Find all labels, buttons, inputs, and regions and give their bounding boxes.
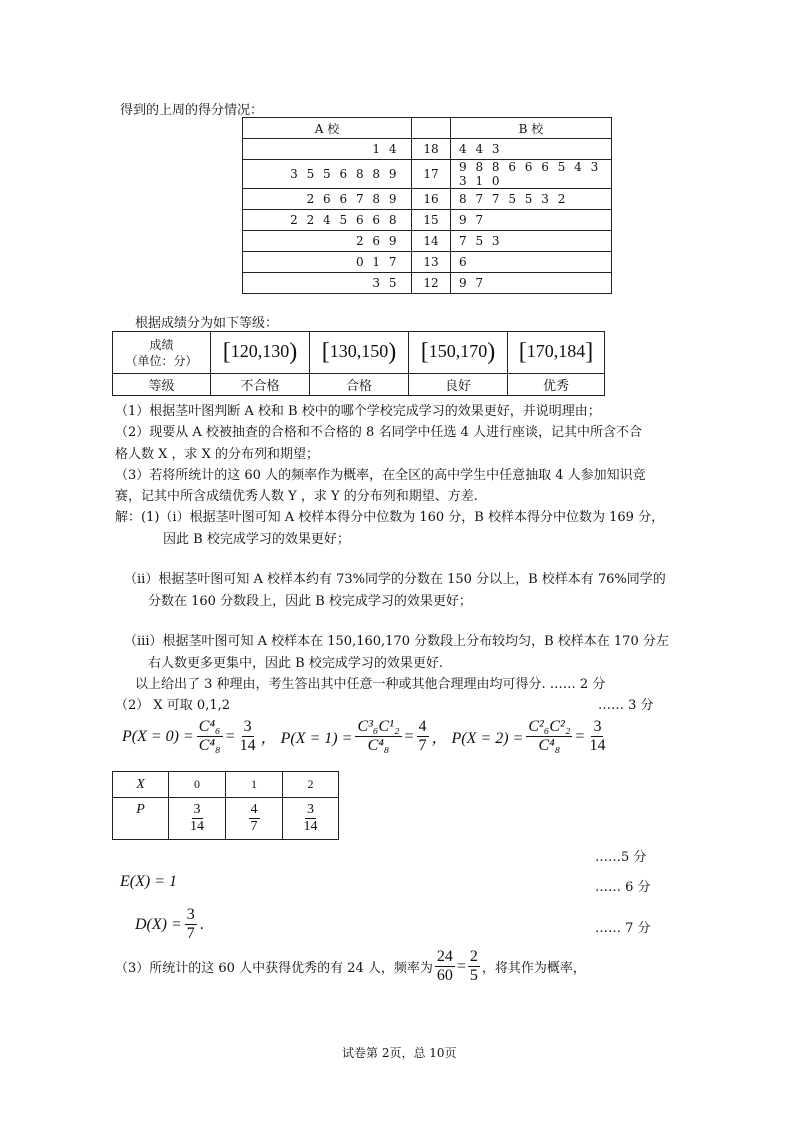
interval-cell: [170,184]	[508, 332, 605, 374]
dist-x-row: X 0 1 2	[113, 772, 339, 798]
fraction: $\frac{\text{C⁴₆}}{\text{C⁴₈}}$	[198, 718, 221, 755]
solution-3-line2: 右人数更多更集中，因此 B 校完成学习的效果更好.	[148, 656, 443, 671]
solution-3-line1: （iii）根据茎叶图可知 A 校样本在 150,160,170 分数段上分布较均匀，B 校样本在 170 分左	[124, 634, 669, 649]
solution-2-line1: （ii）根据茎叶图可知 A 校样本约有 73%同学的分数在 150 分以上，B 校样本有 76%同学的	[124, 572, 666, 587]
stem-leaf-table	[242, 117, 612, 294]
table-row: 3 5 12 9 7	[243, 273, 612, 294]
solution-1-line2: 因此 B 校完成学习的效果更好；	[163, 532, 350, 547]
fraction: $\frac{3}{7}$	[186, 906, 195, 943]
page-footer: 试卷第 2页，总 10页	[342, 1046, 457, 1060]
grade-level-row: 等级 不合格 合格 良好 优秀	[113, 374, 605, 396]
expectation: E(X) = 1	[120, 873, 177, 890]
header-b: B 校	[451, 118, 612, 139]
solution-2-line2: 分数在 160 分数段上，因此 B 校完成学习的效果更好；	[148, 594, 472, 609]
dist-p-row: P $\frac{3}{14}$ $\frac{4}{7}$ $\frac{3}{14}$	[113, 798, 339, 840]
variance: D(X) = $\frac{3}{7}$ .	[135, 906, 204, 943]
distribution-table	[112, 771, 339, 840]
solution-note: 以上给出了 3 种理由，考生答出其中任意一种或其他合理理由均可得分. …… 2 分	[135, 677, 606, 692]
stem-table-header	[243, 118, 612, 139]
question-3-line2: 赛，记其中所含成绩优秀人数 Y ，求 Y 的分布列和期望、方差.	[115, 489, 478, 504]
intro-text: 得到的上周的得分情况：	[120, 103, 264, 118]
interval-cell: [150,170)	[409, 332, 508, 374]
part-2-text: （2） X 可取 0,1,2	[115, 698, 231, 713]
header-stem	[412, 118, 451, 139]
fraction: $\frac{2}{5}$	[469, 948, 478, 985]
interval-cell: [120,130)	[211, 332, 310, 374]
question-1: （1）根据茎叶图判断 A 校和 B 校中的哪个学校完成学习的效果更好，并说明理由；	[115, 404, 601, 419]
score-5: ……5 分	[595, 850, 647, 865]
question-2-line1: （2）现要从 A 校被抽查的合格和不合格的 8 名同学中任选 4 人进行座谈，记其中所含不合	[115, 425, 642, 440]
question-2-line2: 格人数 X ，求 X 的分布列和期望；	[115, 447, 320, 462]
header-a: A 校	[243, 118, 412, 139]
question-3-line1: （3）若将所统计的这 60 人的频率作为概率，在全区的高中学生中任意抽取 4 人参加知识竞	[115, 468, 646, 483]
grade-table	[112, 331, 605, 396]
interval-cell: [130,150)	[310, 332, 409, 374]
score-3: …… 3 分	[598, 698, 654, 713]
fraction: $\frac{4}{7}$	[418, 718, 427, 755]
table-row: 3 5 5 6 8 8 9 17 9 8 8 6 6 6 5 4 3 3 1 0	[243, 160, 612, 189]
table-row: 2 2 4 5 6 6 8 15 9 7	[243, 210, 612, 231]
fraction: $\frac{24}{60}$	[436, 948, 453, 985]
fraction: $\frac{\text{C²₆C²₂}}{\text{C⁴₈}}$	[528, 718, 571, 755]
grade-range-row	[113, 332, 605, 374]
probability-formulas: P(X = 0) = $\frac{\text{C⁴₆}}{\text{C⁴₈}}$ = $\frac{3}{14}$ ， P(X = 1) = $\frac{\text{C³₆C¹₂}}{\text{C⁴₈}}$ = $\frac{4}{7}$ ， P(X = 2) = $\frac{\text{C²₆C²₂}}{\text{C⁴₈}}$ = $\frac{3}{14}$	[122, 718, 606, 755]
fraction: $\frac{3}{14}$	[589, 718, 606, 755]
table-row: 1 4 18 4 4 3	[243, 139, 612, 160]
fraction: $\frac{\text{C³₆C¹₂}}{\text{C⁴₈}}$	[357, 718, 400, 755]
score-6: …… 6 分	[595, 880, 651, 895]
table-row: 0 1 7 13 6	[243, 252, 612, 273]
grade-label: 成绩 （单位：分）	[113, 332, 211, 374]
table-row: 2 6 6 7 8 9 16 8 7 7 5 5 3 2	[243, 189, 612, 210]
grade-intro: 根据成绩分为如下等级：	[135, 316, 279, 331]
fraction: $\frac{3}{14}$	[239, 718, 256, 755]
solution-1-line1: 解：(1)（i）根据茎叶图可知 A 校样本得分中位数为 160 分，B 校样本得分中位数为 169 分，	[115, 510, 665, 525]
part-3-text: （3）所统计的这 60 人中获得优秀的有 24 人，频率为 $\frac{24}{60}$ = $\frac{2}{5}$ ，将其作为概率，	[115, 948, 586, 985]
score-7: …… 7 分	[595, 921, 651, 936]
table-row: 2 6 9 14 7 5 3	[243, 231, 612, 252]
